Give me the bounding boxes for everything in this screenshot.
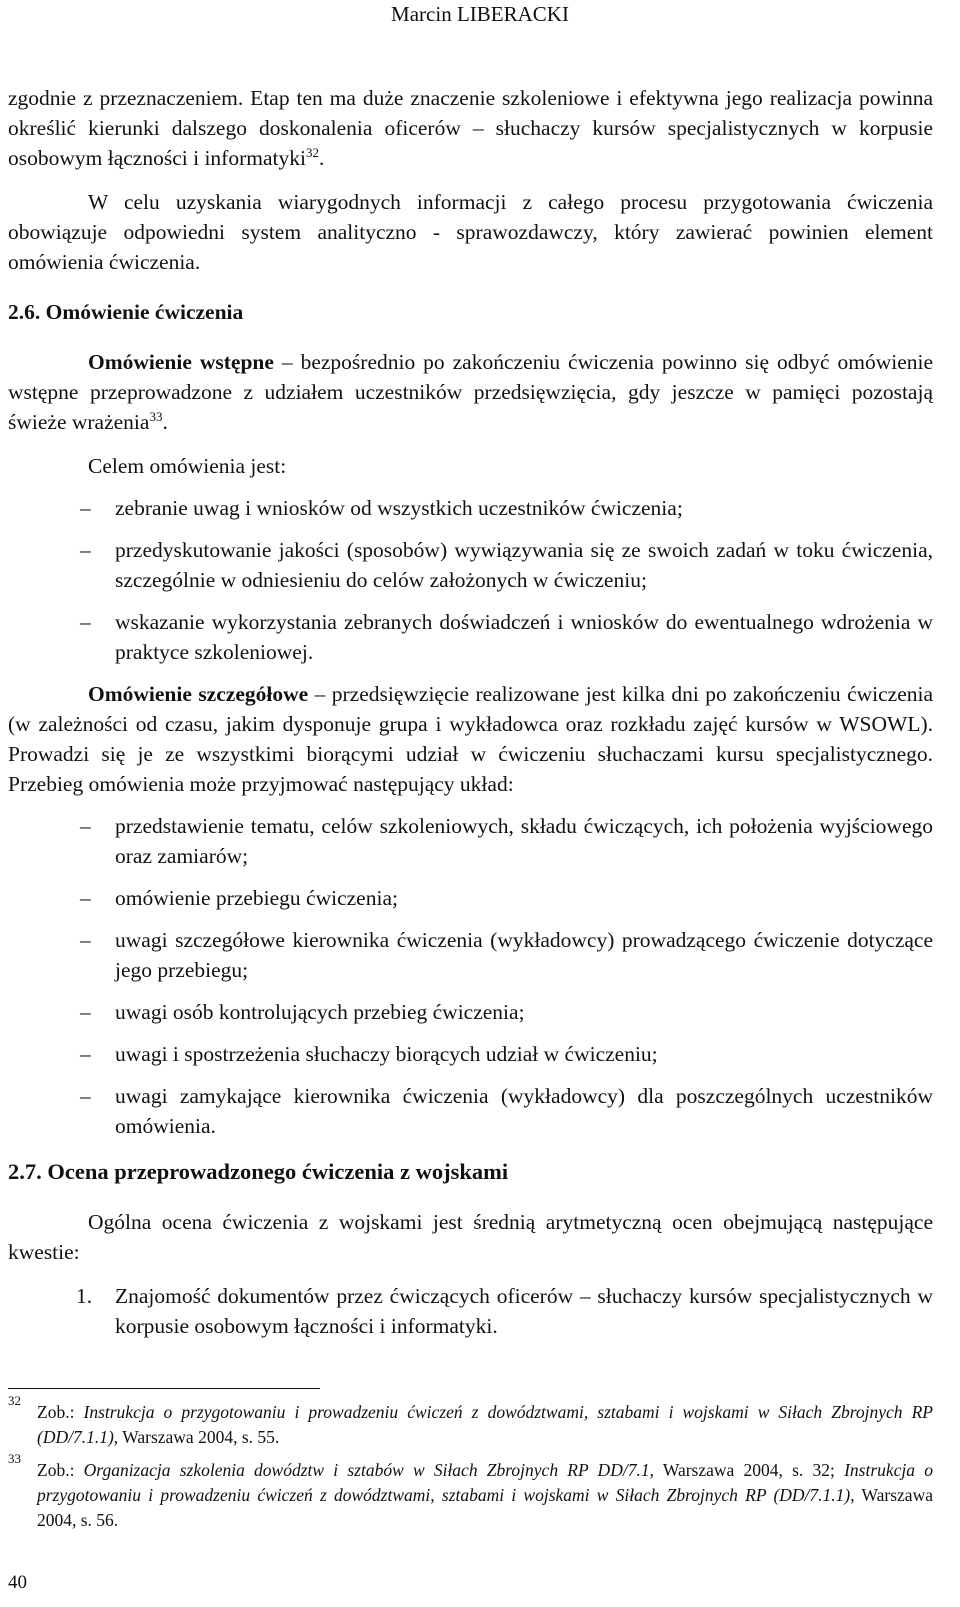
paragraph-initial-review [8,347,933,437]
list-item-text: uwagi szczegółowe kierownika ćwiczenia (wykładowcy) prowadzącego ćwiczenie dotyczące jego przebiegu; [115,928,933,982]
footnote-title: Instrukcja o przygotowaniu i prowadzeniu ćwiczeń z dowództwami, sztabami i wojskami w Siłach Zbrojnych RP (DD/7.1.1) [37,1460,933,1505]
list-item [8,535,933,595]
list-item-text: przedstawienie tematu, celów szkoleniowych, składu ćwiczących, ich położenia wyjściowego oraz zamiarów; [115,814,933,868]
list-item [8,1039,933,1069]
footnote-ref-33[interactable]: 33 [149,409,163,424]
paragraph-text: – przedsięwzięcie realizowane jest kilka dni po zakończeniu ćwiczenia (w zależności od czasu, jakim dysponuje grupa i wykładowca oraz rozkładu zajęć kursów w WSOWL). Prowadzi się je ze wszystkimi biorącymi udział w ćwiczeniu słuchaczami kursu specjalistycznego. Przebieg omówienia może przyjmować następujący układ: [8,682,934,796]
list-item [8,883,933,913]
footnote-suffix: , Warszawa 2004, s. 56. [37,1485,933,1530]
paragraph: Ogólna ocena ćwiczenia z wojskami jest średnią arytmetyczną ocen obejmującą następujące kwestie: [8,1210,933,1264]
list-item-text: Znajomość dokumentów przez ćwiczących oficerów – słuchaczy kursów specjalistycznych w korpusie osobowym łączności i informatyki. [115,1284,933,1338]
body-text [8,83,933,1341]
list-item [8,997,933,1027]
dash-bullet: – [80,1000,91,1024]
dash-bullet: – [80,1084,91,1108]
dash-bullet: – [80,1042,91,1066]
paragraph-end: . [318,146,325,170]
dash-bullet: – [80,886,91,910]
list-item [8,925,933,985]
list-item [8,1081,933,1141]
paragraph-text: zgodnie z przeznaczeniem. Etap ten ma duże znaczenie szkoleniowe i efektywna jego realizacja powinna określić kierunki dalszego doskonalenia oficerów – słuchaczy kursów specjalistycznych w korpusie osobowym łączności i informatyki [8,86,933,170]
paragraph: W celu uzyskania wiarygodnych informacji z całego procesu przygotowania ćwiczenia obowiązuje odpowiedni system analityczno - sprawozdawczy, który zawierać powinien element omówienia ćwiczenia. [8,190,933,274]
list-item-text: uwagi zamykające kierownika ćwiczenia (wykładowcy) dla poszczególnych uczestników omówienia. [115,1084,933,1138]
layout-list [8,811,933,1141]
list-number: 1. [76,1284,93,1308]
footnote-number: 33 [8,1451,21,1466]
footnote-33 [8,1451,933,1533]
dash-bullet: – [80,814,91,838]
footnote-32 [8,1393,933,1450]
paragraph-detailed-review [8,679,933,799]
goals-intro: Celem omówienia jest: [88,454,287,478]
footnote-separator [8,1388,320,1389]
list-item-text: uwagi i spostrzeżenia słuchaczy biorących udział w ćwiczeniu; [115,1042,658,1066]
paragraph-text: – bezpośrednio po zakończeniu ćwiczenia powinno się odbyć omówienie wstępne przeprowadzone z udziałem uczestników przedsięwzięcia, gdy jeszcze w pamięci pozostają świeże wrażenia [8,350,934,434]
term-detailed-review: Omówienie szczegółowe [88,682,309,706]
list-item [8,607,933,667]
list-item-text: przedyskutowanie jakości (sposobów) wywiązywania się ze swoich zadań w toku ćwiczenia, szczególnie w odniesieniu do celów założonych w ćwiczeniu; [115,538,933,592]
dash-bullet: – [80,610,91,634]
footnote-title: Instrukcja o przygotowaniu i prowadzeniu ćwiczeń z dowództwami, sztabami i wojskami w Siłach Zbrojnych RP (DD/7.1.1) [37,1402,933,1447]
footnote-number: 32 [8,1393,21,1408]
footnote-middle: , Warszawa 2004, s. 32; [649,1460,845,1480]
footnote-title: Organizacja szkolenia dowództw i sztabów w Siłach Zbrojnych RP DD/7.1 [83,1460,650,1480]
footnote-prefix: Zob.: [37,1402,84,1422]
paragraph [8,83,933,173]
list-item-text: zebranie uwag i wniosków od wszystkich uczestników ćwiczenia; [115,496,683,520]
dash-bullet: – [80,928,91,952]
page-number: 40 [8,1572,27,1593]
list-item [8,811,933,871]
numbered-list [8,1281,933,1341]
section-heading-2-7: 2.7. Ocena przeprowadzonego ćwiczenia z wojskami [8,1159,509,1184]
running-header: Marcin LIBERACKI [391,2,569,26]
list-item-text: wskazanie wykorzystania zebranych doświadczeń i wniosków do ewentualnego wdrożenia w praktyce szkoleniowej. [115,610,933,664]
numbered-list-item [8,1281,933,1341]
goals-list [8,493,933,667]
paragraph-end: . [162,410,168,434]
list-item-text: omówienie przebiegu ćwiczenia; [115,886,398,910]
list-item-text: uwagi osób kontrolujących przebieg ćwiczenia; [115,1000,525,1024]
footnote-prefix: Zob.: [37,1460,84,1480]
dash-bullet: – [80,496,91,520]
list-item [8,493,933,523]
footnote-ref-32[interactable]: 32 [305,145,319,160]
footnote-suffix: , Warszawa 2004, s. 55. [113,1427,280,1447]
dash-bullet: – [80,538,91,562]
footnotes [8,1393,933,1541]
section-heading-2-6: 2.6. Omówienie ćwiczenia [8,300,244,324]
term-initial-review: Omówienie wstępne [88,350,274,374]
